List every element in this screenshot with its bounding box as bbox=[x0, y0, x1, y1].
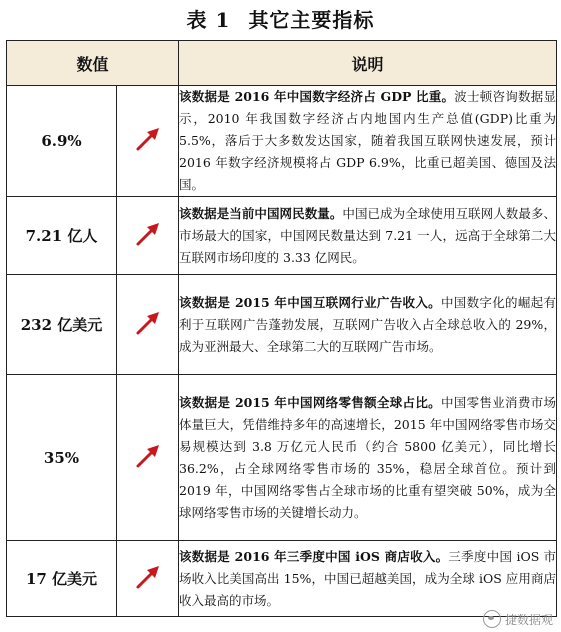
row-description bbox=[179, 86, 557, 197]
row-description-lead: 该数据是 2016 年三季度中国 iOS 商店收入。 bbox=[179, 548, 449, 564]
row-value: 17 亿美元 bbox=[7, 541, 117, 617]
table-row bbox=[7, 375, 557, 541]
row-description-lead: 该数据是当前中国网民数量。 bbox=[179, 205, 343, 221]
row-value: 7.21 亿人 bbox=[7, 197, 117, 275]
row-arrow-cell bbox=[117, 275, 179, 375]
row-description bbox=[179, 197, 557, 275]
row-description-lead: 该数据是 2015 年中国网络零售额全球占比。 bbox=[179, 394, 441, 410]
indicators-table bbox=[6, 40, 557, 617]
row-description-body: 中国已成为全球使用互联网人数最多、市场最大的国家，中国网民数量达到 7.21 一人，远高于全球第二大互联网市场印度的 3.33 亿网民。 bbox=[179, 205, 557, 265]
row-arrow-cell bbox=[117, 86, 179, 197]
wechat-icon bbox=[483, 610, 501, 628]
row-arrow-cell bbox=[117, 197, 179, 275]
watermark bbox=[483, 610, 553, 628]
row-description bbox=[179, 375, 557, 541]
row-value: 35% bbox=[7, 375, 117, 541]
row-description-lead: 该数据是 2016 年中国数字经济占 GDP 比重。 bbox=[179, 89, 455, 104]
row-description-body: 中国零售业消费市场体量巨大，凭借维持多年的高速增长，2015 年中国网络零售市场交易规模达到 3.8 万亿元人民币（约合 5800 亿美元），同比增长 36.2%，占全球网络零售市场的 35%，稳居全球首位。预计到 2019 年，中国网络零售占全球市场的比重有望突破 50%，成为全球网络零售市场的关键增长动力。 bbox=[179, 394, 557, 520]
row-description-body: 三季度中国 iOS 市场收入比美国高出 15%，中国已超越美国，成为全球 iOS 应用商店收入最高的市场。 bbox=[179, 548, 557, 608]
red-up-arrow-icon bbox=[133, 441, 163, 471]
row-description-lead: 该数据是 2015 年中国互联网行业广告收入。 bbox=[179, 294, 441, 310]
table-row bbox=[7, 275, 557, 375]
table-row bbox=[7, 197, 557, 275]
row-arrow-cell bbox=[117, 375, 179, 541]
row-description bbox=[179, 275, 557, 375]
row-description bbox=[179, 541, 557, 617]
red-up-arrow-icon bbox=[133, 219, 163, 249]
table-title-label: 表 1 bbox=[186, 8, 231, 32]
watermark-text: 捷数据观 bbox=[504, 612, 553, 627]
red-up-arrow-icon bbox=[133, 562, 163, 592]
row-value: 232 亿美元 bbox=[7, 275, 117, 375]
row-arrow-cell bbox=[117, 541, 179, 617]
row-value: 6.9% bbox=[7, 86, 117, 197]
table-row bbox=[7, 86, 557, 197]
row-description-body: 中国数字化的崛起有利于互联网广告蓬勃发展，互联网广告收入占全球总收入的 29%，成为亚洲最大、全球第二大的互联网广告市场。 bbox=[179, 294, 557, 354]
table-title bbox=[0, 4, 561, 33]
red-up-arrow-icon bbox=[133, 308, 163, 338]
table-header-row bbox=[7, 41, 557, 86]
red-up-arrow-icon bbox=[133, 124, 163, 154]
header-description: 说明 bbox=[179, 41, 557, 86]
header-value: 数值 bbox=[7, 41, 179, 86]
table-row bbox=[7, 541, 557, 617]
table-title-text: 其它主要指标 bbox=[248, 8, 375, 32]
row-description-body: 波士顿咨询数据显示，2010 年我国数字经济占内地国内生产总值(GDP)比重为 5.5%，落后于大多数发达国家，随着我国互联网快速发展，预计 2016 年数字经济规模将占 GDP 6.9%，比重已超美国、德国及法国。 bbox=[179, 89, 557, 192]
